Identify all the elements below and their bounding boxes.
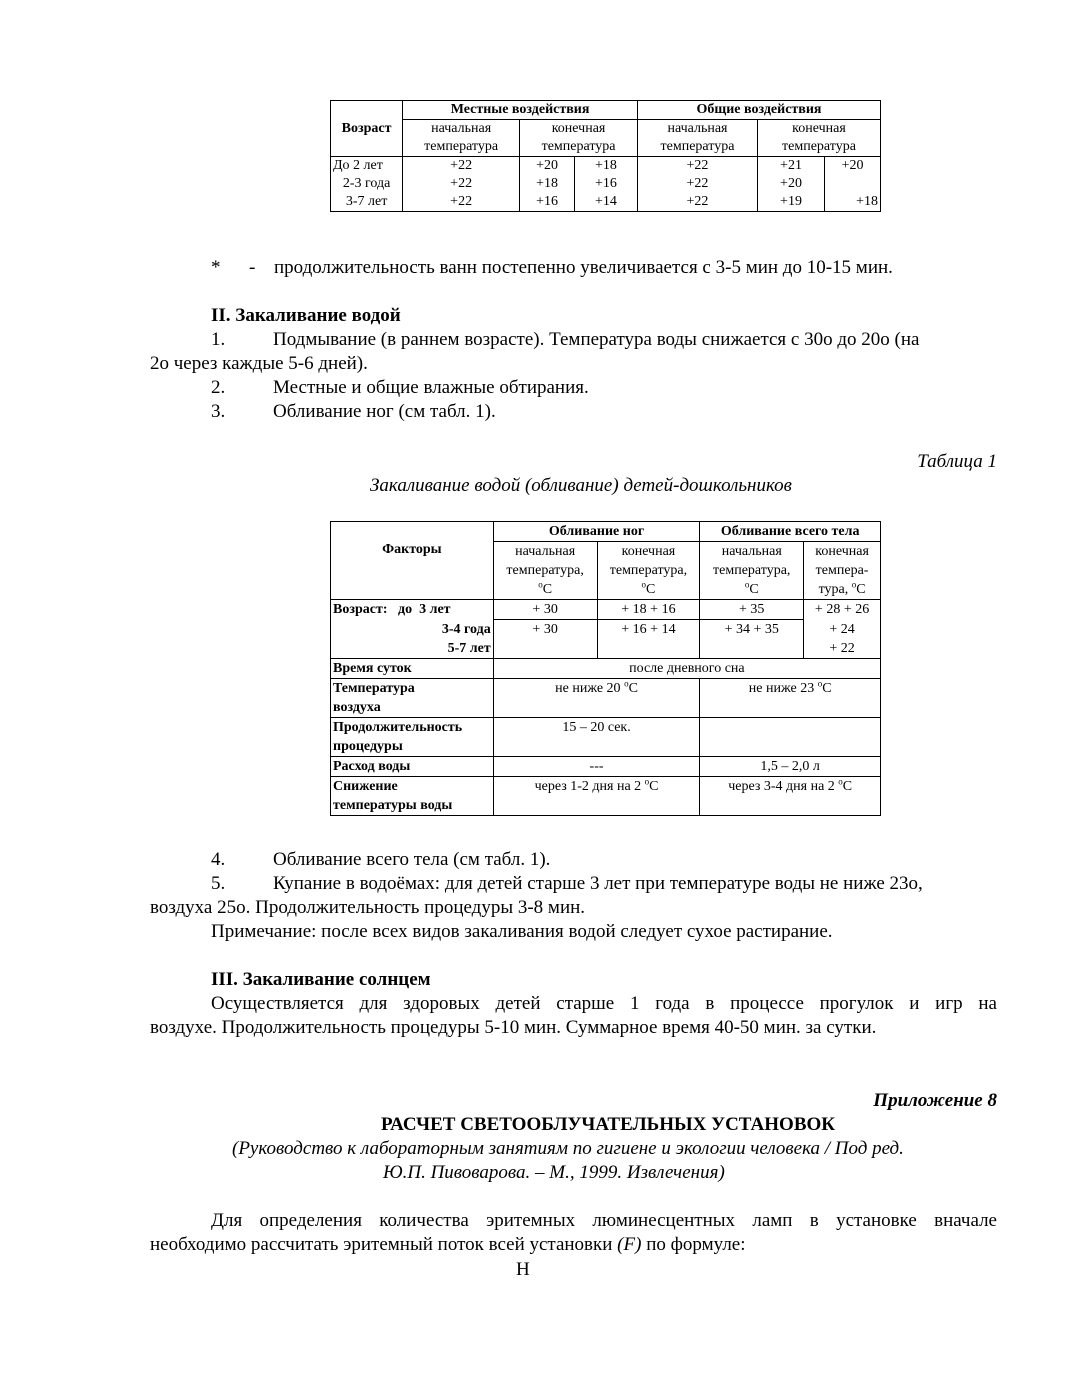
label-text: Снижение bbox=[333, 778, 398, 794]
degree-sign: o bbox=[838, 775, 843, 786]
section-3-line-2: воздухе. Продолжительность процедуры 5-10 мин. Суммарное время 40-50 мин. за сутки. bbox=[150, 1017, 877, 1038]
label-text: воздуха bbox=[333, 699, 381, 715]
cell-value: + 28 + 26 bbox=[804, 600, 881, 620]
cell-value: +22 bbox=[638, 193, 758, 212]
cell-value: +22 bbox=[403, 157, 520, 176]
value-text: через 3-4 дня на 2 bbox=[728, 778, 839, 794]
cell-empty bbox=[700, 717, 881, 756]
header-text: темпера- bbox=[815, 563, 869, 578]
cell-value bbox=[700, 776, 881, 815]
header-body-final bbox=[804, 542, 881, 600]
para-text: необходимо рассчитать эритемный поток всей установки bbox=[150, 1234, 618, 1255]
list-item-1-num: 1. bbox=[211, 329, 226, 350]
appendix-para-2 bbox=[150, 1233, 746, 1256]
cell-value: --- bbox=[493, 756, 700, 776]
header-local-final: конечная температура bbox=[520, 120, 638, 157]
appendix-source-1: (Руководство к лабораторным занятиям по гигиене и экологии человека / Под ред. bbox=[232, 1138, 904, 1159]
list-item-3-num: 3. bbox=[211, 401, 226, 422]
star-mark: * bbox=[211, 257, 221, 278]
cell-value: +14 bbox=[574, 193, 637, 212]
header-text: конечная bbox=[621, 544, 676, 559]
cell-value: +22 bbox=[403, 193, 520, 212]
degree-sign: o bbox=[641, 579, 647, 590]
label-text: Температура bbox=[333, 680, 415, 696]
cell-value: + 16 + 14 bbox=[597, 620, 700, 659]
row-label bbox=[331, 717, 494, 756]
table-row bbox=[331, 678, 881, 717]
degree-sign: o bbox=[817, 677, 823, 688]
degree-sign: o bbox=[624, 677, 629, 688]
list-item-1-text: Подмывание (в раннем возрасте). Температура воды снижается с 30о до 20о (на bbox=[273, 329, 920, 350]
unit-text: C bbox=[646, 582, 656, 597]
age-34: 3-4 года bbox=[331, 620, 494, 639]
cell-value bbox=[825, 175, 881, 193]
degree-sign: o bbox=[744, 579, 750, 590]
unit-text: C bbox=[649, 778, 659, 794]
star-note bbox=[211, 256, 893, 279]
header-text: начальная bbox=[721, 544, 782, 559]
unit-text: C bbox=[842, 778, 853, 794]
list-item-4-num: 4. bbox=[211, 849, 226, 870]
row-label: Время суток bbox=[331, 658, 494, 678]
table-1-label: Таблица 1 bbox=[917, 451, 997, 472]
cell-value: +20 bbox=[520, 157, 575, 176]
header-general-initial: начальная температура bbox=[638, 120, 758, 157]
header-local: Местные воздействия bbox=[403, 101, 638, 120]
cell-value: +22 bbox=[638, 175, 758, 193]
cell-value bbox=[700, 678, 881, 717]
section-2-title: II. Закаливание водой bbox=[211, 305, 401, 326]
cell-value bbox=[493, 776, 700, 815]
label-text: Продолжительность bbox=[333, 719, 463, 735]
header-text: температура, bbox=[609, 563, 688, 578]
header-text: начальная bbox=[515, 544, 576, 559]
value-text: не ниже 23 bbox=[748, 680, 818, 696]
header-general-final: конечная температура bbox=[757, 120, 880, 157]
cell-value: + 35 bbox=[700, 600, 804, 620]
value-text: через 1-2 дня на 2 bbox=[534, 778, 645, 794]
unit-text: C bbox=[542, 582, 553, 597]
table-row bbox=[331, 157, 881, 176]
appendix-para-1: Для определения количества эритемных люминесцентных ламп в установке вначале bbox=[211, 1210, 997, 1231]
row-label bbox=[331, 776, 494, 815]
row-label bbox=[331, 678, 494, 717]
formula-h: Н bbox=[516, 1259, 530, 1280]
cell-value: +20 bbox=[757, 175, 824, 193]
hardening-table bbox=[330, 521, 881, 816]
section-3-line-1: Осуществляется для здоровых детей старше 1 года в процессе прогулок и игр на bbox=[211, 993, 997, 1014]
value-text: не ниже 20 bbox=[555, 680, 625, 696]
header-body-initial bbox=[700, 542, 804, 600]
table-row bbox=[331, 193, 881, 212]
header-legs-final bbox=[597, 542, 700, 600]
formula-var: (F) bbox=[617, 1234, 642, 1255]
age-label: Возраст: до 3 лет bbox=[333, 602, 451, 618]
list-item-5-num: 5. bbox=[211, 873, 226, 894]
cell-value: +22 bbox=[638, 157, 758, 176]
cell-value: + 30 bbox=[493, 600, 597, 620]
cell-value: +20 bbox=[825, 157, 881, 176]
degree-sign: o bbox=[644, 775, 650, 786]
table-row bbox=[331, 756, 881, 776]
cell-value: + 18 + 16 bbox=[597, 600, 700, 620]
cell-value: +18 bbox=[825, 193, 881, 212]
cell-value: + 34 + 35 bbox=[700, 620, 804, 659]
table-row bbox=[331, 658, 881, 678]
list-item-5-text: Купание в водоёмах: для детей старше 3 лет при температуре воды не ниже 23о, bbox=[273, 873, 923, 894]
list-item-2-text: Местные и общие влажные обтирания. bbox=[273, 377, 589, 398]
appendix-source-2: Ю.П. Пивоварова. – М., 1999. Извлечения) bbox=[383, 1162, 725, 1183]
label-text: процедуры bbox=[333, 738, 403, 754]
cell-value: +16 bbox=[520, 193, 575, 212]
header-age: Возраст bbox=[331, 101, 403, 157]
para-text: по формуле: bbox=[641, 1234, 746, 1255]
degree-sign: o bbox=[851, 579, 857, 590]
degree-sign: o bbox=[538, 579, 543, 590]
header-factors: Факторы bbox=[331, 522, 494, 600]
table-row bbox=[331, 776, 881, 815]
header-text: температура, bbox=[506, 563, 584, 578]
appendix-title: РАСЧЕТ СВЕТООБЛУЧАТЕЛЬНЫХ УСТАНОВОК bbox=[380, 1114, 836, 1135]
list-item-3-text: Обливание ног (см табл. 1). bbox=[273, 401, 496, 422]
cell-value: + 24 bbox=[804, 620, 881, 639]
cell-value bbox=[493, 678, 700, 717]
cell-value: +18 bbox=[520, 175, 575, 193]
list-item-4-text: Обливание всего тела (см табл. 1). bbox=[273, 849, 551, 870]
table-1-title: Закаливание водой (обливание) детей-дошкольников bbox=[370, 475, 792, 496]
list-item-5-cont: воздуха 25о. Продолжительность процедуры 3-8 мин. bbox=[150, 897, 586, 918]
table-row bbox=[331, 600, 881, 620]
star-text: продолжительность ванн постепенно увеличивается с 3-5 мин до 10-15 мин. bbox=[274, 257, 893, 278]
cell-value: + 22 bbox=[804, 639, 881, 659]
row-label: Расход воды bbox=[331, 756, 494, 776]
header-text: тура, bbox=[818, 582, 852, 597]
table-row bbox=[331, 620, 881, 639]
cell-age: До 2 лет bbox=[331, 157, 403, 176]
list-item-2-num: 2. bbox=[211, 377, 226, 398]
cell-value: +22 bbox=[403, 175, 520, 193]
table-row bbox=[331, 175, 881, 193]
header-body: Обливание всего тела bbox=[700, 522, 881, 542]
section-3-title: III. Закаливание солнцем bbox=[211, 969, 431, 990]
unit-text: C bbox=[822, 680, 832, 696]
cell-value: +16 bbox=[574, 175, 637, 193]
list-item-1-cont: 2о через каждые 5-6 дней). bbox=[150, 353, 368, 374]
cell-value: после дневного сна bbox=[493, 658, 880, 678]
table-row bbox=[331, 717, 881, 756]
cell-value: 1,5 – 2,0 л bbox=[700, 756, 881, 776]
age-label-cell bbox=[331, 600, 494, 620]
cell-age: 2-3 года bbox=[331, 175, 403, 193]
appendix-label: Приложение 8 bbox=[873, 1090, 997, 1111]
cell-value: +19 bbox=[757, 193, 824, 212]
header-text: конечная bbox=[815, 544, 869, 559]
age-temperature-table bbox=[330, 100, 881, 212]
star-dash: - bbox=[249, 257, 256, 278]
header-general: Общие воздействия bbox=[638, 101, 881, 120]
label-text: температуры воды bbox=[333, 797, 453, 813]
header-text: температура, bbox=[713, 563, 791, 578]
unit-text: C bbox=[628, 680, 638, 696]
cell-value: +18 bbox=[574, 157, 637, 176]
cell-value: + 30 bbox=[493, 620, 597, 659]
unit-text: C bbox=[749, 582, 759, 597]
cell-value: 15 – 20 сек. bbox=[493, 717, 700, 756]
header-legs: Обливание ног bbox=[493, 522, 700, 542]
header-local-initial: начальная температура bbox=[403, 120, 520, 157]
note-text: Примечание: после всех видов закаливания водой следует сухое растирание. bbox=[211, 921, 833, 942]
cell-value: +21 bbox=[757, 157, 824, 176]
header-legs-initial bbox=[493, 542, 597, 600]
unit-text: C bbox=[856, 582, 866, 597]
cell-age: 3-7 лет bbox=[331, 193, 403, 212]
age-57: 5-7 лет bbox=[331, 639, 494, 659]
